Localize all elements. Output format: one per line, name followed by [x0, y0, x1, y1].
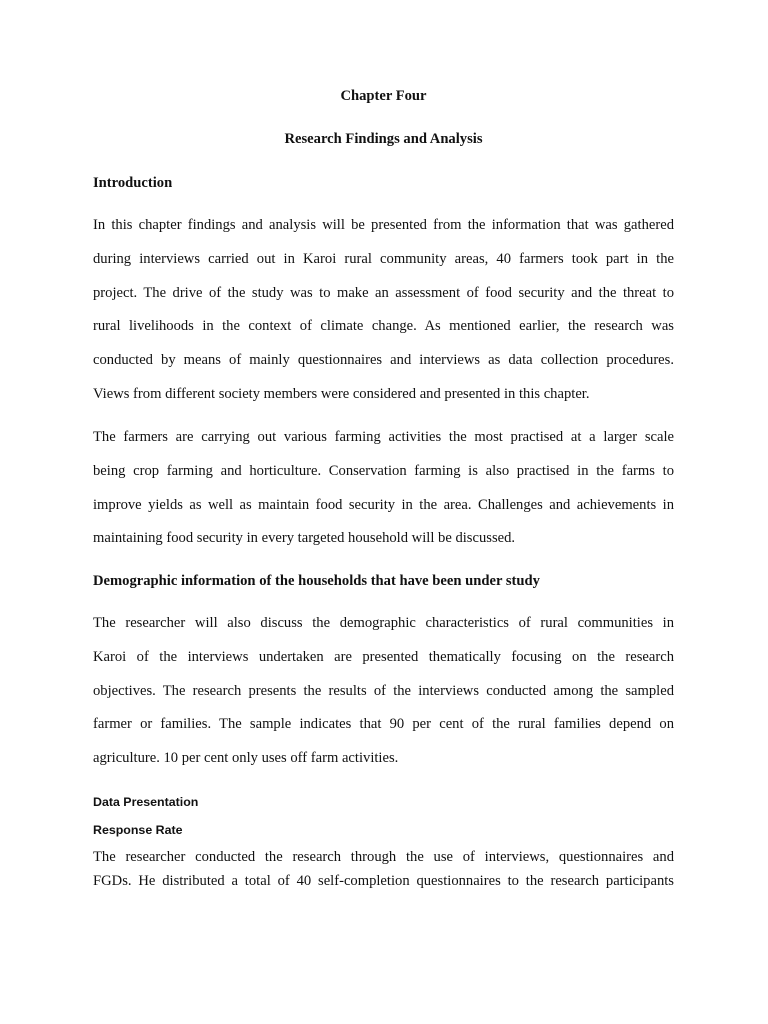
paragraph-line: In this chapter findings and analysis will be presented from the information that was gathered [93, 217, 674, 233]
paragraph-line: Karoi of the interviews undertaken are presented thematically focusing on the research [93, 648, 674, 665]
paragraph-line: project. The drive of the study was to make an assessment of food security and the threat to [93, 284, 674, 301]
paragraph-line: agriculture. 10 per cent only uses off farm activities. [93, 750, 399, 767]
paragraph-line: during interviews carried out in Karoi rural community areas, 40 farmers took part in the [93, 250, 674, 267]
introduction-paragraph-2 [93, 421, 674, 556]
paragraph-line: The researcher conducted the research through the use of interviews, questionnaires and [93, 849, 674, 865]
introduction-paragraph-1 [93, 209, 674, 412]
data-presentation-heading: Data Presentation [93, 795, 199, 809]
response-rate-heading: Response Rate [93, 823, 183, 837]
demographic-heading: Demographic information of the households that have been under study [93, 573, 540, 589]
paragraph-line: FGDs. He distributed a total of 40 self-completion questionnaires to the research participants [93, 873, 674, 889]
introduction-heading: Introduction [93, 175, 173, 191]
paragraph-line: Views from different society members were considered and presented in this chapter. [93, 385, 590, 402]
response-rate-paragraph [93, 845, 674, 893]
paragraph-line: objectives. The research presents the results of the interviews conducted among the sampled [93, 682, 674, 699]
paragraph-line: being crop farming and horticulture. Conservation farming is also practised in the farms to [93, 462, 674, 479]
chapter-subtitle: Research Findings and Analysis [284, 131, 483, 147]
paragraph-line: farmer or families. The sample indicates that 90 per cent of the rural families depend on [93, 716, 674, 733]
paragraph-line: The farmers are carrying out various farming activities the most practised at a larger scale [93, 429, 674, 445]
demographic-paragraph [93, 607, 674, 776]
paragraph-line: conducted by means of mainly questionnaires and interviews as data collection procedures. [93, 352, 674, 369]
paragraph-line: The researcher will also discuss the demographic characteristics of rural communities in [93, 615, 674, 631]
chapter-title: Chapter Four [340, 88, 427, 104]
paragraph-line: rural livelihoods in the context of climate change. As mentioned earlier, the research was [93, 318, 674, 335]
paragraph-line: maintaining food security in every targeted household will be discussed. [93, 530, 516, 547]
paragraph-line: improve yields as well as maintain food security in the area. Challenges and achievements in [93, 496, 674, 513]
